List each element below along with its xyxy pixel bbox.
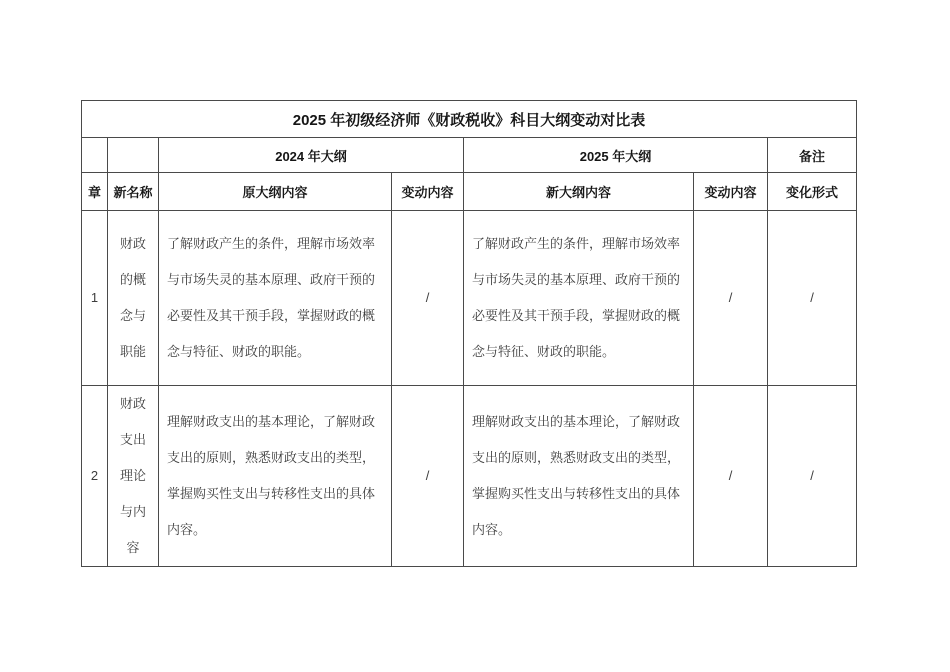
column-header-change-form: 变化形式 [768, 173, 857, 211]
column-header-old-change: 变动内容 [392, 173, 464, 211]
group-header-2025: 2025 年大纲 [464, 138, 768, 173]
row1-new-name: 财政的概念与职能 [108, 211, 159, 386]
row1-new-content: 了解财政产生的条件，理解市场效率与市场失灵的基本原理、政府干预的必要性及其干预手段，掌握财政的概念与特征、财政的职能。 [464, 211, 694, 386]
row2-chapter: 2 [82, 386, 108, 567]
empty-header-cell-chapter [82, 138, 108, 173]
row1-chapter: 1 [82, 211, 108, 386]
table-row [82, 211, 857, 386]
row1-old-content: 了解财政产生的条件，理解市场效率与市场失灵的基本原理、政府干预的必要性及其干预手段，掌握财政的概念与特征、财政的职能。 [159, 211, 392, 386]
column-header-old-content: 原大纲内容 [159, 173, 392, 211]
row2-new-change: / [694, 386, 768, 567]
group-header-2024: 2024 年大纲 [159, 138, 464, 173]
row2-new-name: 财政支出理论与内容 [108, 386, 159, 567]
empty-header-cell-name [108, 138, 159, 173]
row2-old-content: 理解财政支出的基本理论，了解财政支出的原则，熟悉财政支出的类型，掌握购买性支出与转移性支出的具体内容。 [159, 386, 392, 567]
row2-new-content: 理解财政支出的基本理论，了解财政支出的原则，熟悉财政支出的类型，掌握购买性支出与转移性支出的具体内容。 [464, 386, 694, 567]
row1-change-form: / [768, 211, 857, 386]
table-title-row [82, 101, 857, 138]
row1-new-change: / [694, 211, 768, 386]
column-header-new-name: 新名称 [108, 173, 159, 211]
row2-change-form: / [768, 386, 857, 567]
column-header-chapter: 章 [82, 173, 108, 211]
row2-old-change: / [392, 386, 464, 567]
table-row [82, 386, 857, 567]
table-title: 2025 年初级经济师《财政税收》科目大纲变动对比表 [82, 101, 857, 138]
column-header-row [82, 173, 857, 211]
syllabus-comparison-table [81, 100, 857, 567]
row1-old-change: / [392, 211, 464, 386]
group-header-row [82, 138, 857, 173]
column-header-new-content: 新大纲内容 [464, 173, 694, 211]
column-header-new-change: 变动内容 [694, 173, 768, 211]
group-header-remark: 备注 [768, 138, 857, 173]
